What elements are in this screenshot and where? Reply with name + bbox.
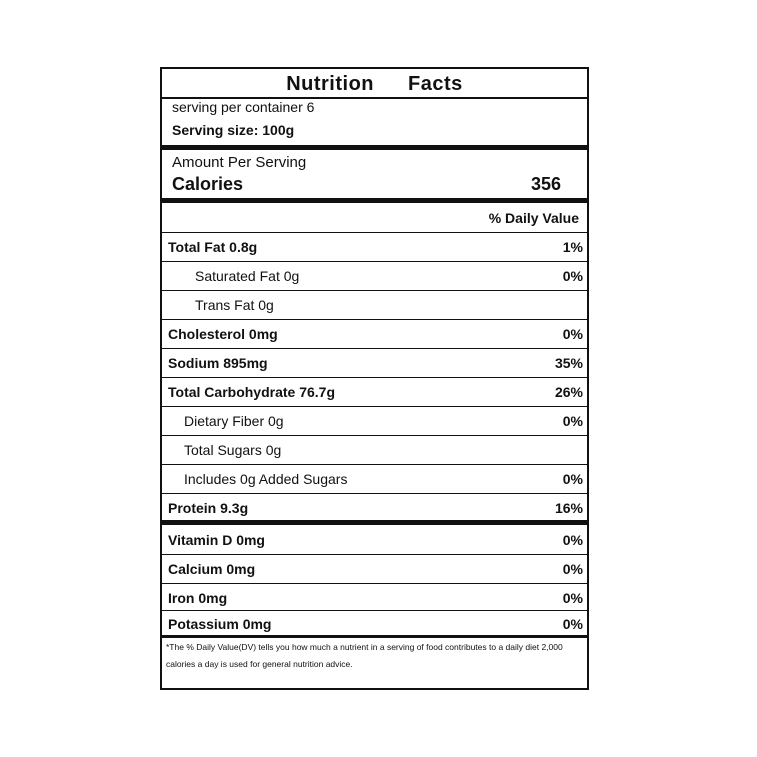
nutrient-percent: 0%: [562, 268, 583, 284]
nutrient-row-total-sugars: [162, 435, 587, 464]
calories-label: Calories: [172, 174, 244, 194]
nutrient-name: Iron 0mg: [168, 590, 228, 606]
nutrient-name: Cholesterol 0mg: [168, 326, 278, 342]
nutrient-percent: 0%: [562, 590, 583, 606]
nutrient-percent: 0%: [562, 615, 583, 632]
nutrient-percent: 16%: [554, 500, 583, 516]
serving-size: Serving size: 100g: [172, 122, 295, 138]
daily-value-footnote: *The % Daily Value(DV) tells you how much a nutrient in a serving of food contributes to a daily diet 2,000 calories a day is used for general nutrition advice.: [166, 642, 563, 669]
nutrient-name: Potassium 0mg: [168, 615, 272, 632]
calories-row: [162, 173, 587, 195]
nutrient-name: Vitamin D 0mg: [168, 531, 265, 548]
nutrient-name: Saturated Fat 0g: [195, 268, 300, 284]
amount-per-serving: Amount Per Serving: [172, 154, 307, 171]
nutrient-name: Total Sugars 0g: [184, 442, 282, 458]
nutrient-row-total-carbohydrate: [162, 377, 587, 406]
nutrient-name: Trans Fat 0g: [195, 297, 274, 313]
thick-divider: [162, 145, 587, 150]
nutrient-percent: 1%: [562, 239, 583, 255]
nutrient-row-dietary-fiber: [162, 406, 587, 435]
label-title: Nutrition Facts: [286, 73, 463, 95]
nutrient-row-iron: [162, 583, 587, 612]
nutrient-name: Includes 0g Added Sugars: [184, 471, 348, 487]
nutrient-percent: 0%: [562, 413, 583, 429]
nutrient-row-saturated-fat: [162, 261, 587, 290]
nutrient-row-sodium: [162, 348, 587, 377]
nutrient-row-cholesterol: [162, 319, 587, 348]
nutrient-percent: 0%: [562, 326, 583, 342]
nutrient-percent: 0%: [562, 531, 583, 548]
thick-divider: [162, 635, 587, 638]
nutrient-name: Total Fat 0.8g: [168, 239, 258, 255]
servings-per-container: serving per container 6: [172, 99, 315, 115]
nutrient-percent: 0%: [562, 561, 583, 577]
nutrient-name: Dietary Fiber 0g: [184, 413, 284, 429]
nutrient-row-trans-fat: [162, 290, 587, 319]
nutrient-name: Sodium 895mg: [168, 355, 268, 371]
nutrient-row-added-sugars: [162, 464, 587, 493]
daily-value-header: % Daily Value: [488, 210, 579, 226]
thick-divider: [162, 198, 587, 203]
nutrient-name: Calcium 0mg: [168, 561, 256, 577]
nutrient-row-potassium: [162, 610, 587, 636]
calories-value: 356: [530, 174, 561, 194]
nutrient-row-protein: [162, 493, 587, 522]
nutrient-row-total-fat: [162, 232, 587, 261]
nutrient-row-vitamin-d: [162, 525, 587, 554]
nutrient-percent: 0%: [562, 471, 583, 487]
nutrient-percent: 26%: [554, 384, 583, 400]
nutrient-name: Total Carbohydrate 76.7g: [168, 384, 336, 400]
nutrient-name: Protein 9.3g: [168, 500, 249, 516]
nutrient-row-calcium: [162, 554, 587, 583]
nutrient-percent: 35%: [554, 355, 583, 371]
nutrition-facts-label: [160, 67, 589, 690]
